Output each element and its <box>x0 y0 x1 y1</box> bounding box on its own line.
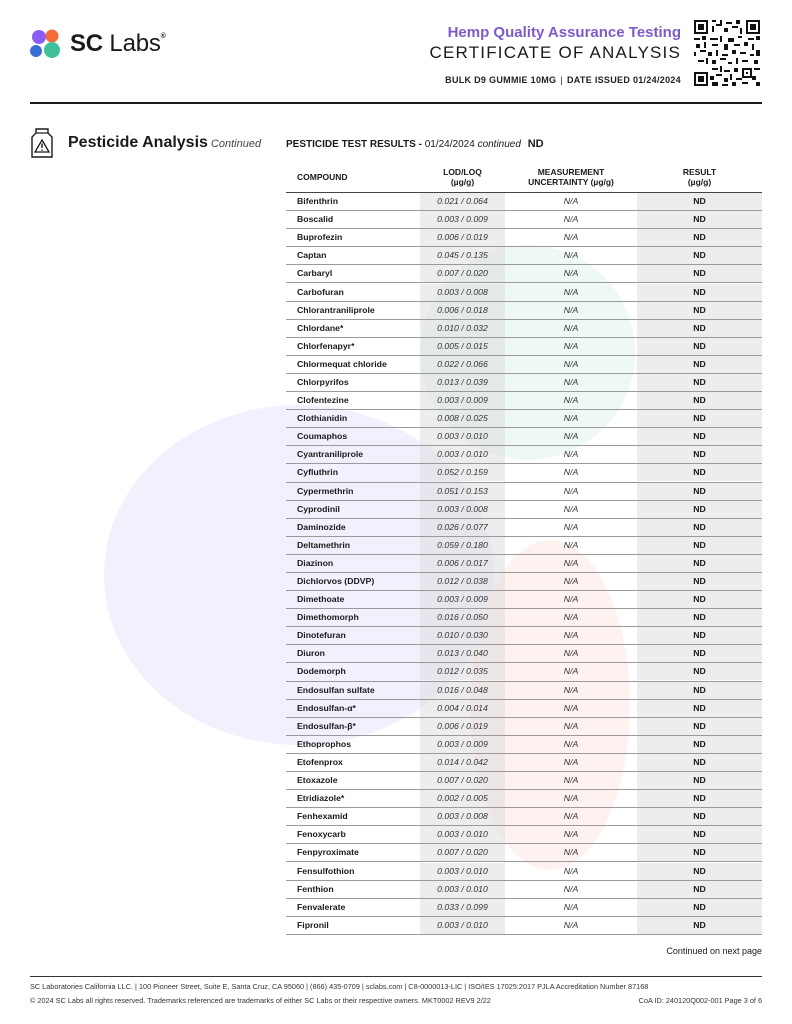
uncertainty-cell: N/A <box>563 431 579 442</box>
table-row <box>286 537 762 555</box>
compound-cell: Fenoxycarb <box>297 829 346 840</box>
result-cell: ND <box>637 356 762 373</box>
table-row <box>286 826 762 844</box>
compound-cell: Diuron <box>297 648 325 659</box>
compound-cell: Chlordane* <box>297 322 344 333</box>
pesticide-results-table <box>286 162 762 935</box>
uncertainty-cell: N/A <box>563 901 579 912</box>
lodloq-cell: 0.007 / 0.020 <box>420 844 505 861</box>
lodloq-cell: 0.052 / 0.159 <box>420 464 505 481</box>
lodloq-cell: 0.003 / 0.008 <box>420 284 505 301</box>
table-row <box>286 302 762 320</box>
table-row <box>286 211 762 229</box>
result-cell: ND <box>637 682 762 699</box>
lodloq-cell: 0.003 / 0.009 <box>420 736 505 753</box>
logo-wordmark: SC Labs® <box>70 30 166 57</box>
table-row <box>286 718 762 736</box>
result-cell: ND <box>637 392 762 409</box>
uncertainty-cell: N/A <box>563 322 579 333</box>
uncertainty-cell: N/A <box>563 829 579 840</box>
lodloq-cell: 0.003 / 0.009 <box>420 211 505 228</box>
uncertainty-cell: N/A <box>563 521 579 532</box>
result-cell: ND <box>637 700 762 717</box>
uncertainty-cell: N/A <box>563 449 579 460</box>
compound-cell: Diazinon <box>297 557 334 568</box>
uncertainty-cell: N/A <box>563 268 579 279</box>
qr-code-icon[interactable] <box>694 20 760 86</box>
result-cell: ND <box>637 374 762 391</box>
result-cell: ND <box>637 808 762 825</box>
uncertainty-cell: N/A <box>563 576 579 587</box>
uncertainty-cell: N/A <box>563 775 579 786</box>
sc-labs-logo-icon <box>26 26 66 62</box>
compound-cell: Fenvalerate <box>297 901 346 912</box>
results-date: 01/24/2024 <box>424 139 475 150</box>
table-row <box>286 790 762 808</box>
result-cell: ND <box>637 519 762 536</box>
uncertainty-cell: N/A <box>563 214 579 225</box>
uncertainty-cell: N/A <box>563 865 579 876</box>
uncertainty-cell: N/A <box>563 919 579 930</box>
table-row <box>286 283 762 301</box>
table-row <box>286 573 762 591</box>
lodloq-cell: 0.006 / 0.019 <box>420 229 505 246</box>
results-title: PESTICIDE TEST RESULTS - 01/24/2024 continued ND <box>286 138 544 150</box>
uncertainty-cell: N/A <box>563 648 579 659</box>
table-row <box>286 682 762 700</box>
compound-cell: Dichlorvos (DDVP) <box>297 576 375 587</box>
compound-cell: Chlorantraniliprole <box>297 304 375 315</box>
section-continued: Continued <box>210 138 262 150</box>
footer-divider <box>30 976 762 977</box>
lodloq-cell: 0.012 / 0.035 <box>420 663 505 680</box>
table-row <box>286 229 762 247</box>
table-row <box>286 844 762 862</box>
table-row <box>286 446 762 464</box>
result-cell: ND <box>637 410 762 427</box>
compound-cell: Carbofuran <box>297 286 344 297</box>
lodloq-cell: 0.012 / 0.038 <box>420 573 505 590</box>
compound-cell: Cyfluthrin <box>297 467 339 478</box>
table-row <box>286 410 762 428</box>
result-cell: ND <box>637 464 762 481</box>
uncertainty-cell: N/A <box>563 738 579 749</box>
compound-cell: Carbaryl <box>297 268 333 279</box>
uncertainty-cell: N/A <box>563 594 579 605</box>
result-cell: ND <box>637 826 762 843</box>
uncertainty-cell: N/A <box>563 811 579 822</box>
compound-cell: Endosulfan-α* <box>297 702 356 713</box>
table-row <box>286 501 762 519</box>
lodloq-cell: 0.051 / 0.153 <box>420 483 505 500</box>
lodloq-cell: 0.007 / 0.020 <box>420 265 505 282</box>
uncertainty-cell: N/A <box>563 395 579 406</box>
result-cell: ND <box>637 790 762 807</box>
uncertainty-cell: N/A <box>563 304 579 315</box>
table-row <box>286 736 762 754</box>
compound-cell: Daminozide <box>297 521 346 532</box>
table-row <box>286 627 762 645</box>
table-row <box>286 645 762 663</box>
uncertainty-cell: N/A <box>563 467 579 478</box>
compound-cell: Fipronil <box>297 919 329 930</box>
table-row <box>286 483 762 501</box>
compound-cell: Chlorfenapyr* <box>297 340 355 351</box>
result-cell: ND <box>637 718 762 735</box>
result-cell: ND <box>637 844 762 861</box>
header-subtitle: Hemp Quality Assurance Testing <box>447 24 681 41</box>
result-cell: ND <box>637 917 762 934</box>
table-row <box>286 555 762 573</box>
result-cell: ND <box>637 627 762 644</box>
result-cell: ND <box>637 537 762 554</box>
uncertainty-cell: N/A <box>563 485 579 496</box>
lodloq-cell: 0.006 / 0.018 <box>420 302 505 319</box>
uncertainty-cell: N/A <box>563 196 579 207</box>
lodloq-cell: 0.016 / 0.048 <box>420 682 505 699</box>
section-title: Pesticide Analysis Continued <box>68 134 262 151</box>
page-header <box>0 0 792 104</box>
result-cell: ND <box>637 863 762 880</box>
lodloq-cell: 0.002 / 0.005 <box>420 790 505 807</box>
uncertainty-cell: N/A <box>563 612 579 623</box>
result-cell: ND <box>637 573 762 590</box>
lodloq-cell: 0.006 / 0.019 <box>420 718 505 735</box>
table-row <box>286 320 762 338</box>
result-cell: ND <box>637 211 762 228</box>
hazard-flask-icon <box>31 128 53 158</box>
result-cell: ND <box>637 265 762 282</box>
table-row <box>286 899 762 917</box>
compound-cell: Dinotefuran <box>297 630 346 641</box>
lodloq-cell: 0.006 / 0.017 <box>420 555 505 572</box>
table-row <box>286 609 762 627</box>
table-row <box>286 754 762 772</box>
lodloq-cell: 0.003 / 0.008 <box>420 501 505 518</box>
lodloq-cell: 0.003 / 0.009 <box>420 591 505 608</box>
lodloq-cell: 0.003 / 0.010 <box>420 917 505 934</box>
result-cell: ND <box>637 284 762 301</box>
compound-cell: Dimethoate <box>297 594 345 605</box>
lodloq-cell: 0.014 / 0.042 <box>420 754 505 771</box>
result-cell: ND <box>637 247 762 264</box>
lodloq-cell: 0.010 / 0.032 <box>420 320 505 337</box>
table-row <box>286 193 762 211</box>
uncertainty-cell: N/A <box>563 539 579 550</box>
header-title: CERTIFICATE OF ANALYSIS <box>429 43 681 62</box>
lodloq-cell: 0.003 / 0.010 <box>420 428 505 445</box>
result-cell: ND <box>637 501 762 518</box>
uncertainty-cell: N/A <box>563 358 579 369</box>
lodloq-cell: 0.007 / 0.020 <box>420 772 505 789</box>
lodloq-cell: 0.003 / 0.010 <box>420 881 505 898</box>
lodloq-cell: 0.003 / 0.010 <box>420 446 505 463</box>
lodloq-cell: 0.008 / 0.025 <box>420 410 505 427</box>
uncertainty-cell: N/A <box>563 340 579 351</box>
table-body <box>286 193 762 935</box>
lodloq-cell: 0.003 / 0.010 <box>420 826 505 843</box>
lodloq-cell: 0.045 / 0.135 <box>420 247 505 264</box>
lodloq-cell: 0.022 / 0.066 <box>420 356 505 373</box>
result-cell: ND <box>637 338 762 355</box>
table-row <box>286 808 762 826</box>
table-row <box>286 392 762 410</box>
sc-labs-logo <box>26 26 186 62</box>
lodloq-cell: 0.033 / 0.099 <box>420 899 505 916</box>
compound-cell: Etofenprox <box>297 756 343 767</box>
compound-cell: Deltamethrin <box>297 539 351 550</box>
uncertainty-cell: N/A <box>563 883 579 894</box>
uncertainty-cell: N/A <box>563 666 579 677</box>
uncertainty-cell: N/A <box>563 793 579 804</box>
uncertainty-cell: N/A <box>563 684 579 695</box>
compound-cell: Captan <box>297 250 327 261</box>
table-row <box>286 663 762 681</box>
results-summary: ND <box>527 138 544 150</box>
table-row <box>286 591 762 609</box>
compound-cell: Cyantraniliprole <box>297 449 364 460</box>
compound-cell: Clofentezine <box>297 395 349 406</box>
uncertainty-cell: N/A <box>563 413 579 424</box>
uncertainty-cell: N/A <box>563 376 579 387</box>
lodloq-cell: 0.021 / 0.064 <box>420 193 505 210</box>
date-issued: DATE ISSUED 01/24/2024 <box>567 75 681 85</box>
continued-next-page: Continued on next page <box>666 946 762 956</box>
result-cell: ND <box>637 591 762 608</box>
header-meta: BULK D9 GUMMIE 10MG | DATE ISSUED 01/24/2024 <box>445 75 681 85</box>
col-header-compound: COMPOUND <box>297 172 348 182</box>
result-cell: ND <box>637 899 762 916</box>
uncertainty-cell: N/A <box>563 847 579 858</box>
uncertainty-cell: N/A <box>563 720 579 731</box>
lodloq-cell: 0.005 / 0.015 <box>420 338 505 355</box>
uncertainty-cell: N/A <box>563 557 579 568</box>
table-row <box>286 464 762 482</box>
compound-cell: Etridiazole* <box>297 793 345 804</box>
table-row <box>286 247 762 265</box>
result-cell: ND <box>637 645 762 662</box>
compound-cell: Chlormequat chloride <box>297 358 387 369</box>
uncertainty-cell: N/A <box>563 232 579 243</box>
lodloq-cell: 0.003 / 0.010 <box>420 863 505 880</box>
table-row <box>286 862 762 880</box>
compound-cell: Fenhexamid <box>297 811 348 822</box>
table-row <box>286 881 762 899</box>
product-name: BULK D9 GUMMIE 10MG <box>445 75 557 85</box>
footer-lab-info: SC Laboratories California LLC. | 100 Pioneer Street, Suite E, Santa Cruz, CA 95060 | (866) 435-0709 | sclabs.com | C8-0000013-LIC | ISO/IES 17025:2017 PJLA Accreditation Number 87168 <box>30 982 649 991</box>
table-row <box>286 700 762 718</box>
result-cell: ND <box>637 302 762 319</box>
compound-cell: Dodemorph <box>297 666 346 677</box>
result-cell: ND <box>637 483 762 500</box>
result-cell: ND <box>637 772 762 789</box>
result-cell: ND <box>637 229 762 246</box>
col-header-result: RESULT (µg/g) <box>682 167 717 187</box>
compound-cell: Bifenthrin <box>297 196 339 207</box>
compound-cell: Fenthion <box>297 883 334 894</box>
lodloq-cell: 0.003 / 0.008 <box>420 808 505 825</box>
result-cell: ND <box>637 663 762 680</box>
uncertainty-cell: N/A <box>563 630 579 641</box>
result-cell: ND <box>637 881 762 898</box>
table-row <box>286 519 762 537</box>
table-row <box>286 356 762 374</box>
compound-cell: Cypermethrin <box>297 485 354 496</box>
footer-coa-id: CoA ID: 240120Q002-001 Page 3 of 6 <box>638 996 762 1005</box>
result-cell: ND <box>637 555 762 572</box>
result-cell: ND <box>637 754 762 771</box>
table-header <box>286 162 762 193</box>
lodloq-cell: 0.059 / 0.180 <box>420 537 505 554</box>
compound-cell: Ethoprophos <box>297 738 352 749</box>
table-row <box>286 374 762 392</box>
uncertainty-cell: N/A <box>563 250 579 261</box>
lodloq-cell: 0.004 / 0.014 <box>420 700 505 717</box>
compound-cell: Dimethomorph <box>297 612 359 623</box>
lodloq-cell: 0.013 / 0.039 <box>420 374 505 391</box>
compound-cell: Endosulfan-β* <box>297 720 356 731</box>
footer-copyright-row <box>30 996 762 1005</box>
uncertainty-cell: N/A <box>563 702 579 713</box>
compound-cell: Fenpyroximate <box>297 847 359 858</box>
compound-cell: Endosulfan sulfate <box>297 684 375 695</box>
lodloq-cell: 0.026 / 0.077 <box>420 519 505 536</box>
result-cell: ND <box>637 193 762 210</box>
compound-cell: Chlorpyrifos <box>297 376 349 387</box>
result-cell: ND <box>637 446 762 463</box>
result-cell: ND <box>637 320 762 337</box>
compound-cell: Cyprodinil <box>297 503 340 514</box>
lodloq-cell: 0.016 / 0.050 <box>420 609 505 626</box>
footer-copyright: © 2024 SC Labs all rights reserved. Trademarks referenced are trademarks of either SC Labs or their respective owners. MKT0002 REV9 2/22 <box>30 996 491 1005</box>
result-cell: ND <box>637 609 762 626</box>
lodloq-cell: 0.010 / 0.030 <box>420 627 505 644</box>
table-row <box>286 772 762 790</box>
compound-cell: Boscalid <box>297 214 334 225</box>
result-cell: ND <box>637 736 762 753</box>
lodloq-cell: 0.013 / 0.040 <box>420 645 505 662</box>
uncertainty-cell: N/A <box>563 756 579 767</box>
col-header-uncertainty: MEASUREMENT UNCERTAINTY (µg/g) <box>528 167 614 187</box>
uncertainty-cell: N/A <box>563 286 579 297</box>
compound-cell: Etoxazole <box>297 775 338 786</box>
header-divider <box>30 102 762 104</box>
result-cell: ND <box>637 428 762 445</box>
table-row <box>286 338 762 356</box>
compound-cell: Clothianidin <box>297 413 348 424</box>
compound-cell: Buprofezin <box>297 232 343 243</box>
table-row <box>286 265 762 283</box>
lodloq-cell: 0.003 / 0.009 <box>420 392 505 409</box>
table-row <box>286 917 762 935</box>
compound-cell: Coumaphos <box>297 431 348 442</box>
table-row <box>286 428 762 446</box>
compound-cell: Fensulfothion <box>297 865 355 876</box>
col-header-lodloq: LOD/LOQ (µg/g) <box>443 167 482 187</box>
uncertainty-cell: N/A <box>563 503 579 514</box>
